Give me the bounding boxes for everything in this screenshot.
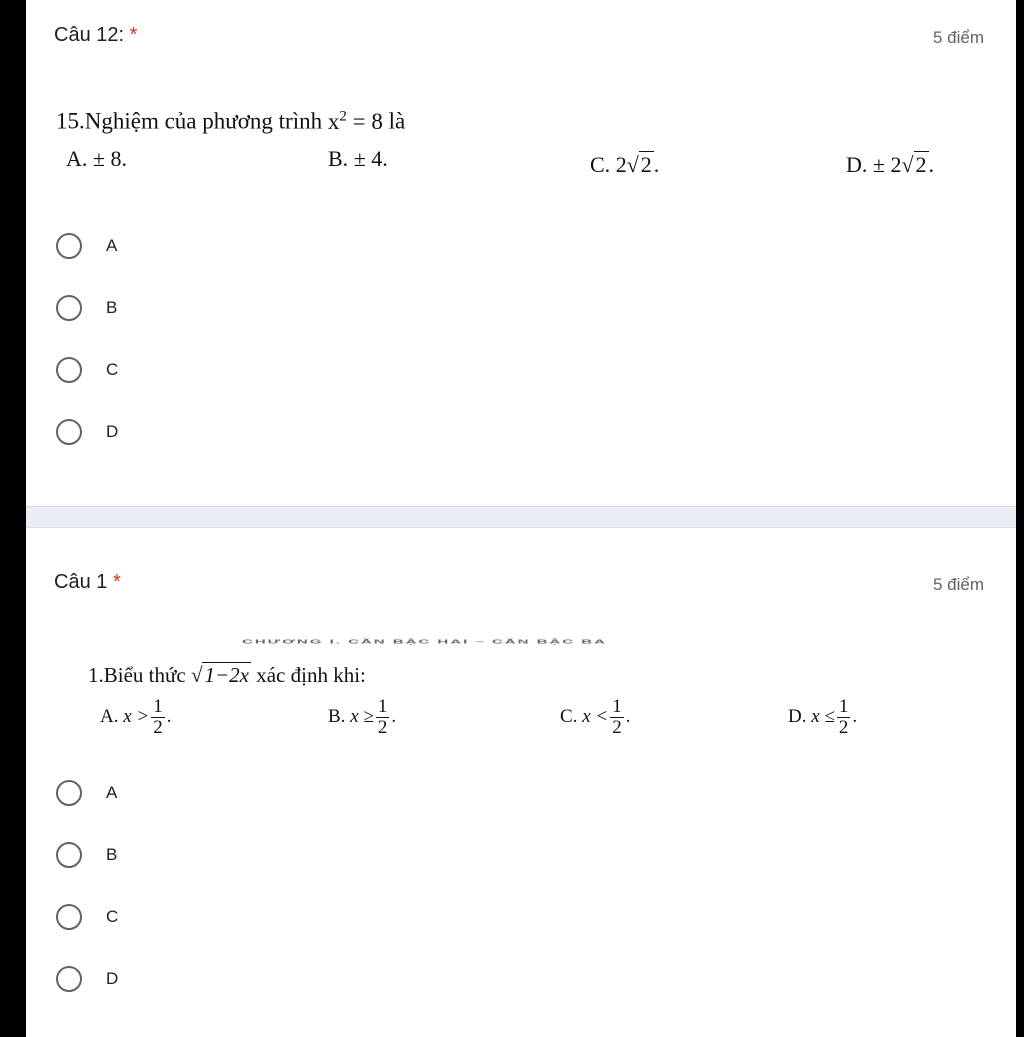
- radio-label: B: [106, 298, 118, 317]
- radio-label: A: [106, 236, 118, 255]
- question-card: [26, 0, 1016, 506]
- radio-label: A: [106, 783, 118, 802]
- question-title-text: Câu 1: [54, 571, 108, 593]
- option-b-text: B. ± 4.: [328, 146, 388, 171]
- stem-equation: [328, 109, 383, 134]
- radio-option-c[interactable]: [56, 354, 118, 386]
- radio-option-c[interactable]: [56, 901, 118, 933]
- problem-image: [88, 663, 366, 688]
- radio-label: D: [106, 422, 119, 441]
- radio-option-b[interactable]: [56, 292, 117, 324]
- stem-suffix: xác định khi:: [256, 663, 366, 687]
- points-label: 5 điểm: [932, 575, 984, 594]
- radio-circle[interactable]: [56, 904, 82, 930]
- problem-options: [26, 697, 1016, 753]
- problem-stem: [88, 663, 366, 688]
- stem-radical: √1−2x: [190, 663, 249, 687]
- question-title: [54, 24, 137, 47]
- required-mark: *: [129, 24, 138, 46]
- radio-label: C: [106, 907, 119, 926]
- eq-exp: 2: [339, 108, 347, 124]
- stem-text: 15.Nghiệm của phương trình: [56, 108, 323, 134]
- radio-label: C: [106, 360, 119, 379]
- form-page: [26, 0, 1016, 1037]
- option-c-text: C. 2√2.: [590, 152, 660, 177]
- points-label: 5 điểm: [932, 28, 984, 47]
- radio-circle[interactable]: [56, 357, 82, 383]
- question-card: [26, 527, 1016, 1037]
- problem-options: [26, 146, 1016, 186]
- radio-label: D: [106, 969, 119, 988]
- option-d-text: D. x ≤ $\frac{1}{2}$ .: [788, 696, 858, 738]
- radio-circle[interactable]: [56, 419, 82, 445]
- radio-circle[interactable]: [56, 842, 82, 868]
- problem-stem: [56, 108, 405, 135]
- radio-option-a[interactable]: [56, 777, 117, 809]
- problem-image: [56, 108, 405, 135]
- option-a-text: A. x > $\frac{1}{2}$ .: [100, 696, 172, 738]
- eq-rest: = 8: [346, 108, 383, 134]
- question-title: [54, 571, 121, 594]
- card-separator: [26, 506, 1016, 528]
- radio-circle[interactable]: [56, 295, 82, 321]
- stem-suffix: là: [388, 108, 406, 134]
- radio-option-d[interactable]: [56, 963, 118, 995]
- stem-text: 1.Biểu thức: [88, 663, 186, 687]
- eq-base: x: [327, 108, 340, 134]
- radio-option-d[interactable]: [56, 416, 118, 448]
- radio-option-b[interactable]: [56, 839, 117, 871]
- radio-label: B: [106, 845, 118, 864]
- radio-circle[interactable]: [56, 233, 82, 259]
- radio-circle[interactable]: [56, 780, 82, 806]
- option-b-text: B. x ≥ $\frac{1}{2}$ .: [328, 696, 397, 738]
- radio-option-a[interactable]: [56, 230, 117, 262]
- option-c-text: C. x < $\frac{1}{2}$ .: [560, 696, 631, 738]
- radio-circle[interactable]: [56, 966, 82, 992]
- option-d-text: D. ± 2√2.: [846, 152, 935, 177]
- question-title-text: Câu 12:: [54, 24, 125, 46]
- required-mark: *: [112, 571, 121, 593]
- cropped-header-text: CHƯƠNG I. CĂN BẬC HAI – CĂN BẬC BA: [242, 639, 607, 645]
- option-a-text: A. ± 8.: [66, 146, 127, 171]
